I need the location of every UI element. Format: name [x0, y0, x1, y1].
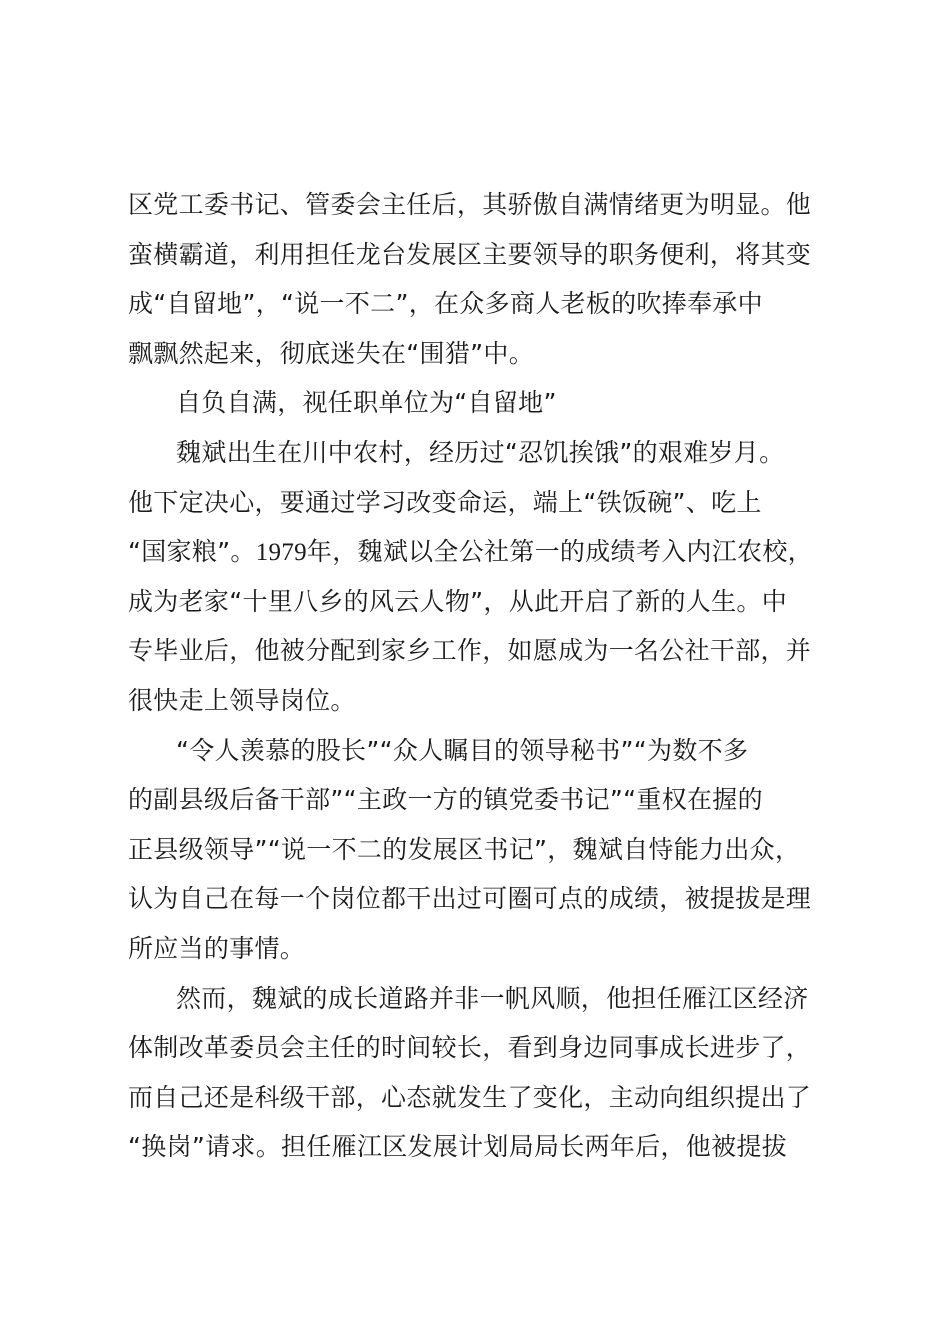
body-line: 成“自留地”，“说一不二”，在众多商人老板的吹捧奉承中 [128, 289, 763, 319]
article-body [128, 180, 838, 1172]
body-line: 专毕业后，他被分配到家乡工作，如愿成为一名公社干部，并 [128, 636, 812, 666]
body-line: 他下定决心，要通过学习改变命运，端上“铁饭碗”、吃上 [128, 487, 762, 517]
body-line-start: “国家粮”。 [128, 537, 256, 567]
body-line: 正县级领导”“说一不二的发展区书记”，魏斌自恃能力出众， [128, 834, 801, 864]
body-line: 而自己还是科级干部，心态就发生了变化，主动向组织提出了 [128, 1082, 812, 1112]
body-line: “换岗”请求。担任雁江区发展计划局局长两年后，他被提拔 [128, 1132, 788, 1162]
body-line: 很快走上领导岗位。 [128, 685, 356, 715]
body-line: 的副县级后备干部”“主政一方的镇党委书记”“重权在握的 [128, 785, 763, 815]
body-line: 魏斌出生在川中农村，经历过“忍饥挨饿”的艰难岁月。 [176, 437, 785, 467]
body-line [128, 527, 838, 577]
year-number: 1979 [255, 539, 307, 567]
body-line: 体制改革委员会主任的时间较长，看到身边同事成长进步了， [128, 1033, 812, 1063]
body-line: 成为老家“十里八乡的风云人物”，从此开启了新的人生。中 [128, 586, 788, 616]
body-line: 蛮横霸道，利用担任龙台发展区主要领导的职务便利，将其变 [128, 239, 812, 269]
body-line-end: 年，魏斌以全公社第一的成绩考入内江农校， [306, 537, 813, 567]
body-line: 认为自己在每一个岗位都干出过可圈可点的成绩，被提拔是理 [128, 884, 812, 914]
body-line: “令人羡慕的股长”“众人瞩目的领导秘书”“为数不多 [176, 735, 749, 765]
section-heading: 自负自满，视任职单位为“自留地” [176, 388, 557, 418]
body-line: 所应当的事情。 [128, 933, 306, 963]
body-line: 然而，魏斌的成长道路并非一帆风顺，他担任雁江区经济 [176, 983, 809, 1013]
body-line: 区党工委书记、管委会主任后，其骄傲自满情绪更为明显。他 [128, 190, 812, 219]
body-line: 飘飘然起来，彻底迷失在“围猎”中。 [128, 338, 535, 368]
